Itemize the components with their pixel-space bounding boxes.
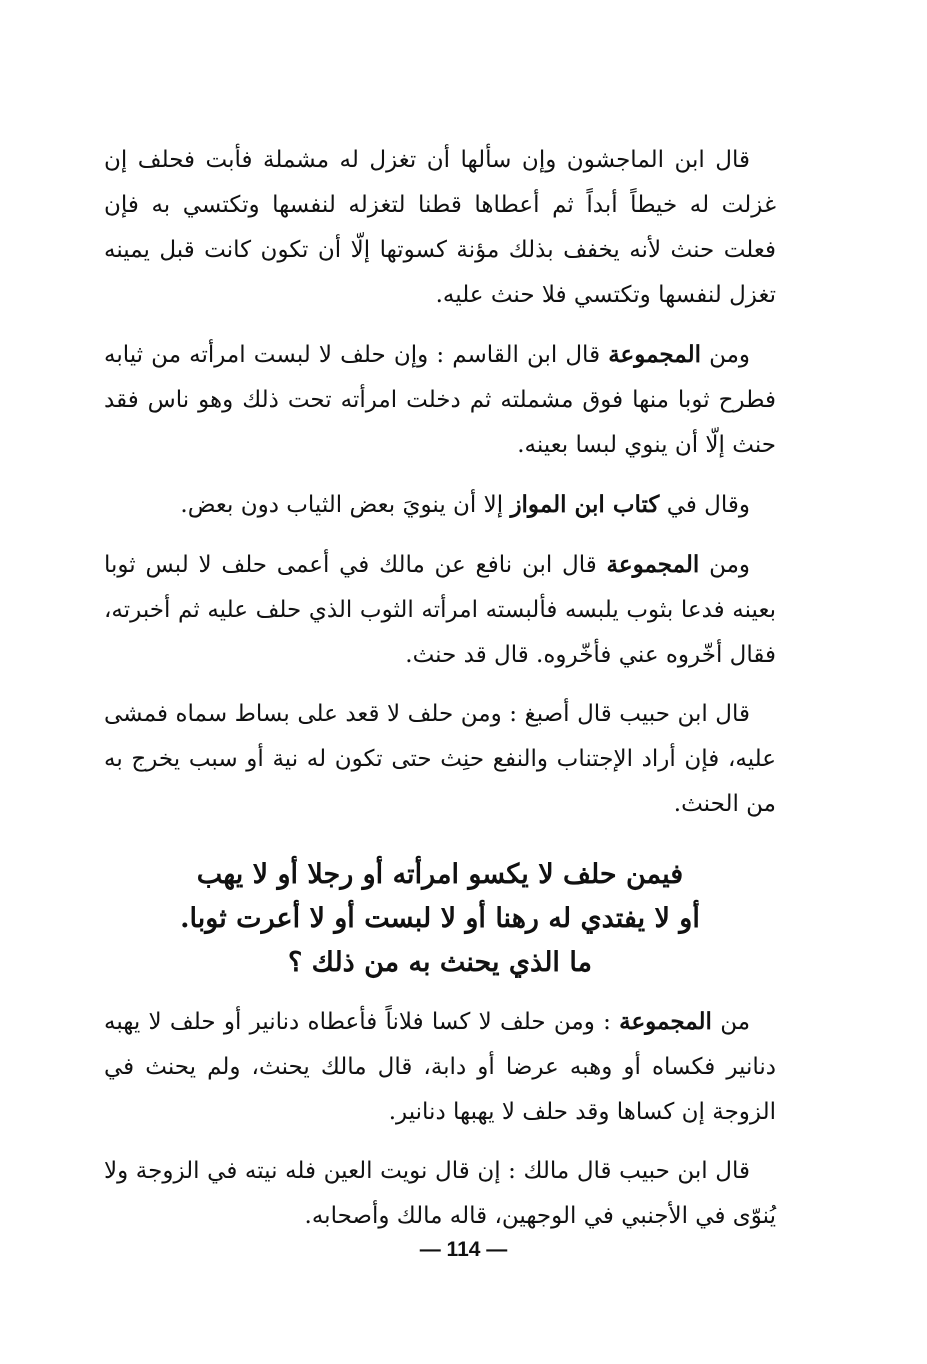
source-keyword: المجموعة: [619, 1008, 712, 1035]
heading-line-1: فيمن حلف لا يكسو امرأته أو رجلا أو لا يهب: [196, 859, 684, 890]
paragraph-text: قال ابن الماجشون وإن سألها أن تغزل له مشملة فأبت فحلف إن غزلت له خيطاً أبداً ثم أعطاها قطنا لتغزله لنفسها وتكتسي به فإن فعلت حنث لأنه يخفف بذلك مؤنة كسوتها إلّا أن تكون كانت قبل يمينه تغزل لنفسها وتكتسي فلا حنث عليه.: [104, 147, 776, 308]
source-keyword: المجموعة: [606, 551, 700, 578]
paragraph-text: قال ابن نافع عن مالك في أعمى حلف لا لبس ثوبا بعينه فدعا بثوب يلبسه فألبسته امرأته الثوب الذي حلف عليه ثم أخبرته، فقال أخّروه عني فأخّروه. قال قد حنث.: [104, 552, 776, 668]
paragraph-lead: وقال في: [666, 492, 750, 518]
paragraph-majmuaa-ibn-qasim: [104, 332, 776, 468]
source-keyword: المجموعة: [608, 341, 701, 368]
paragraph-text: قال ابن القاسم : وإن حلف لا لبست امرأته من ثيابه فطرح ثوبا منها فوق مشملته ثم دخلت امرأته تحت ذلك وهو ناس فقد حنث إلّا أن ينوي لبسا بعينه.: [104, 342, 776, 458]
paragraph-lead: من: [720, 1009, 751, 1035]
paragraph-ibn-majishun: [104, 138, 776, 318]
source-keyword: كتاب ابن المواز: [510, 491, 660, 518]
paragraph-majmuaa-ibn-nafi: [104, 542, 776, 678]
paragraph-ibn-habib-asbagh: [104, 692, 776, 827]
paragraph-text: إلا أن ينويَ بعض الثياب دون بعض.: [180, 492, 504, 518]
page-body: [104, 138, 776, 1253]
heading-line-2: أو لا يفتدي له رهنا أو لا لبست أو لا أعرت ثوبا.: [180, 903, 700, 934]
paragraph-text: قال ابن حبيب قال أصبغ : ومن حلف لا قعد على بساط سماه فمشى عليه، فإن أراد الإجتناب والنفع حنِث حتى تكون له نية أو سبب يخرج به من الحنث.: [104, 701, 776, 817]
paragraph-majmuaa-kasa: [104, 999, 776, 1135]
paragraph-lead: ومن: [709, 342, 751, 368]
heading-line-3: ما الذي يحنث به من ذلك ؟: [287, 947, 593, 978]
section-heading: [104, 853, 776, 985]
paragraph-text: قال ابن حبيب قال مالك : إن قال نويت العين فله نيته في الزوجة ولا يُنوّى في الأجنبي في الوجهين، قاله مالك وأصحابه.: [104, 1158, 776, 1229]
paragraph-ibn-mawaz: [104, 482, 776, 528]
paragraph-lead: ومن: [709, 552, 751, 578]
paragraph-text: : ومن حلف لا كسا فلاناً فأعطاه دنانير أو حلف لا يهبه دنانير فكساه أو وهبه عرضا أو دابة، قال مالك يحنث، ولم يحنث في الزوجة إن كساها وقد حلف لا يهبها دنانير.: [104, 1009, 776, 1125]
page-number: — 114 —: [419, 1238, 508, 1261]
paragraph-ibn-habib-malik: [104, 1149, 776, 1239]
